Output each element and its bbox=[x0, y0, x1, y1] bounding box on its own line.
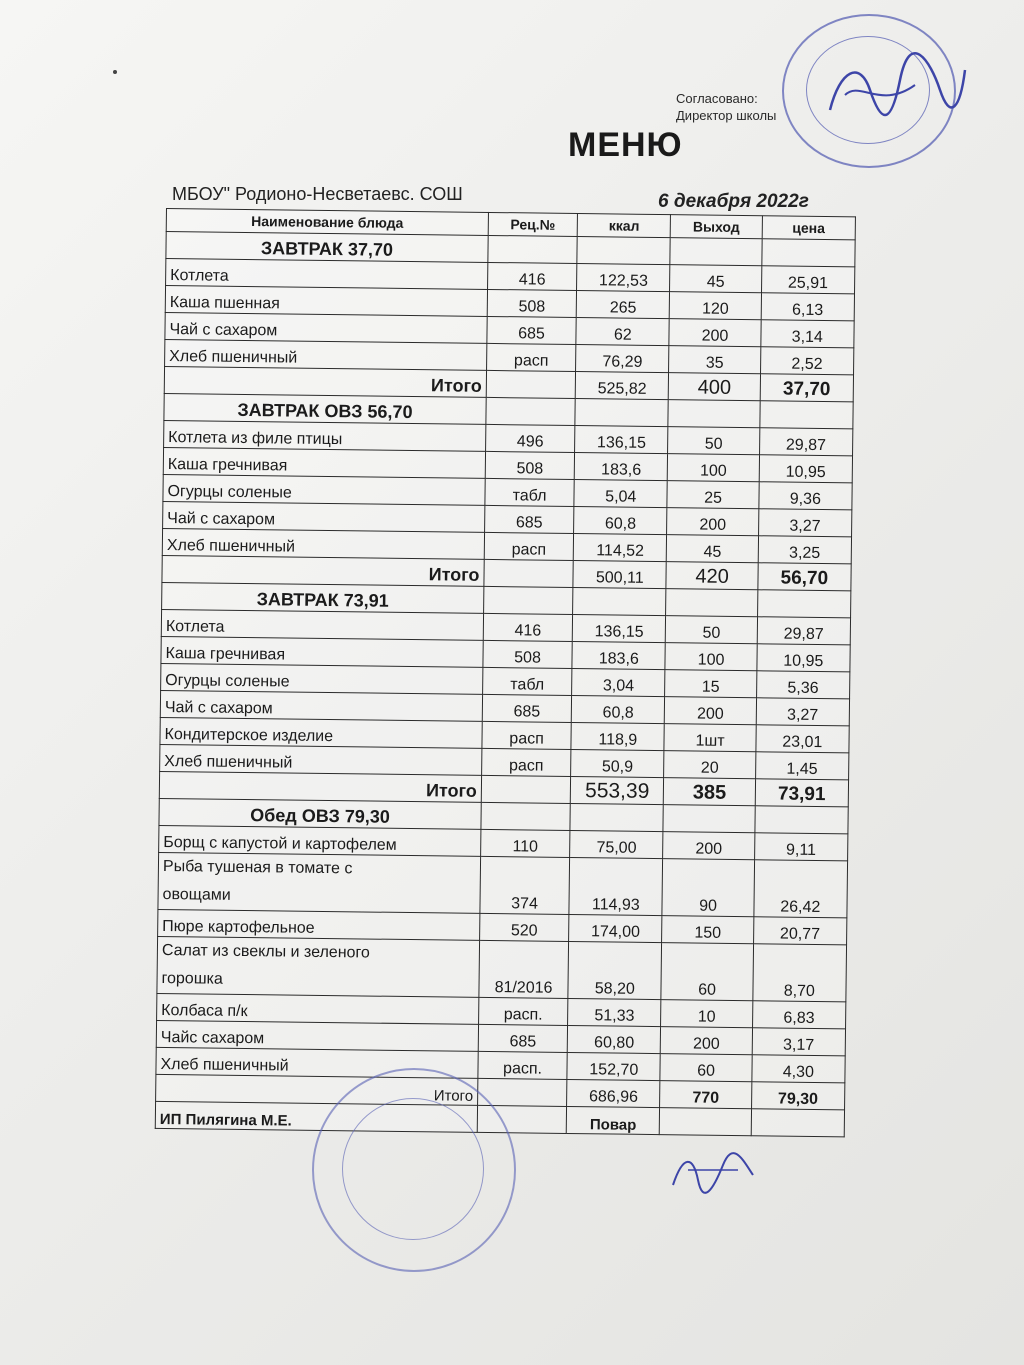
total-label: Итого bbox=[156, 1074, 478, 1105]
dish-name: Хлеб пшеничный bbox=[165, 339, 487, 370]
table-row bbox=[158, 852, 848, 917]
output-value: 90 bbox=[662, 859, 754, 917]
dish-name: Чай с сахаром bbox=[163, 501, 485, 532]
kcal-value: 75,00 bbox=[570, 830, 664, 858]
output-value: 10 bbox=[661, 1000, 753, 1028]
total-kcal: 686,96 bbox=[567, 1079, 661, 1107]
recipe-number: расп. bbox=[478, 1051, 568, 1079]
kcal-value: 122,53 bbox=[577, 264, 671, 292]
output-value: 1шт bbox=[664, 724, 756, 752]
output-value: 60 bbox=[661, 943, 753, 1001]
price-value: 3,27 bbox=[758, 509, 852, 537]
kcal-value: 60,8 bbox=[574, 507, 668, 535]
dish-name: Каша гречнивая bbox=[163, 447, 485, 478]
output-value: 200 bbox=[667, 508, 759, 536]
recipe-number: 496 bbox=[485, 424, 575, 452]
recipe-number: 416 bbox=[487, 262, 577, 290]
dish-name: Котлета bbox=[166, 259, 488, 290]
kcal-value: 51,33 bbox=[568, 998, 662, 1026]
header-kcal: ккал bbox=[577, 214, 671, 238]
page-title: МЕНЮ bbox=[568, 126, 683, 164]
output-value: 120 bbox=[670, 292, 762, 320]
recipe-number: 685 bbox=[478, 1024, 568, 1052]
total-price: 37,70 bbox=[760, 374, 854, 402]
price-value: 3,25 bbox=[758, 536, 852, 564]
dish-name-line-2: овощами bbox=[162, 886, 231, 904]
recipe-number: 81/2016 bbox=[479, 940, 569, 998]
section-title: ЗАВТРАК ОВЗ 56,70 bbox=[164, 393, 486, 424]
kcal-value: 174,00 bbox=[569, 914, 663, 942]
recipe-number: 110 bbox=[481, 829, 571, 857]
dish-name-line-2: горошка bbox=[161, 970, 223, 988]
recipe-number: расп bbox=[482, 748, 572, 776]
director-signature bbox=[820, 50, 970, 140]
output-value: 200 bbox=[663, 832, 755, 860]
price-value: 23,01 bbox=[756, 725, 850, 753]
price-value: 3,17 bbox=[752, 1028, 846, 1056]
dish-name-line-1: Рыба тушеная в томате с bbox=[162, 858, 353, 878]
total-kcal: 500,11 bbox=[573, 561, 667, 589]
price-value: 29,87 bbox=[757, 617, 851, 645]
speck-mark bbox=[113, 70, 117, 74]
price-value: 20,77 bbox=[753, 917, 847, 945]
approval-line-1: Согласовано: bbox=[676, 91, 758, 106]
cook-label: Повар bbox=[566, 1106, 660, 1134]
output-value: 15 bbox=[665, 670, 757, 698]
section-title: Обед ОВЗ 79,30 bbox=[159, 798, 481, 829]
dish-name: Колбаса п/к bbox=[157, 993, 479, 1024]
price-value: 10,95 bbox=[757, 644, 851, 672]
output-value: 50 bbox=[668, 427, 760, 455]
recipe-number: 416 bbox=[483, 613, 573, 641]
dish-name: Огурцы соленые bbox=[161, 663, 483, 694]
header-out: Выход bbox=[671, 215, 763, 239]
kcal-value: 114,93 bbox=[569, 857, 663, 915]
total-price: 73,91 bbox=[755, 779, 849, 807]
price-value: 10,95 bbox=[759, 455, 853, 483]
dish-name: Чай с сахаром bbox=[165, 312, 487, 343]
kcal-value: 183,6 bbox=[574, 453, 668, 481]
dish-name: Пюре картофельное bbox=[158, 909, 480, 940]
header-rec: Рец.№ bbox=[488, 212, 578, 236]
school-name: МБОУ" Родионо-Несветаевс. СОШ bbox=[172, 184, 463, 204]
table-row bbox=[157, 936, 847, 1001]
dish-name bbox=[158, 852, 481, 913]
dish-name: Огурцы соленые bbox=[163, 474, 485, 505]
total-output: 385 bbox=[664, 778, 756, 806]
price-value: 25,91 bbox=[761, 266, 855, 294]
price-value: 6,13 bbox=[761, 293, 855, 321]
kcal-value: 114,52 bbox=[573, 534, 667, 562]
output-value: 25 bbox=[667, 481, 759, 509]
price-value: 6,83 bbox=[752, 1001, 846, 1029]
kcal-value: 50,9 bbox=[571, 749, 665, 777]
recipe-number: 685 bbox=[484, 505, 574, 533]
header-name: Наименование блюда bbox=[166, 209, 488, 236]
dish-name: Хлеб пшеничный bbox=[160, 744, 482, 775]
output-value: 200 bbox=[661, 1027, 753, 1055]
output-value: 100 bbox=[668, 454, 760, 482]
total-kcal: 525,82 bbox=[575, 372, 669, 400]
kcal-value: 60,80 bbox=[567, 1025, 661, 1053]
dish-name: Кондитерское изделие bbox=[160, 717, 482, 748]
kcal-value: 76,29 bbox=[576, 345, 670, 373]
output-value: 45 bbox=[667, 535, 759, 563]
header-price: цена bbox=[762, 216, 856, 240]
recipe-number: 685 bbox=[482, 694, 572, 722]
total-label: Итого bbox=[159, 771, 481, 802]
total-price: 79,30 bbox=[751, 1082, 845, 1110]
recipe-number: 685 bbox=[487, 316, 577, 344]
recipe-number: 508 bbox=[487, 289, 577, 317]
recipe-number: расп bbox=[484, 532, 574, 560]
kcal-value: 152,70 bbox=[567, 1052, 661, 1080]
recipe-number: табл bbox=[485, 478, 575, 506]
dish-name: Каша пшенная bbox=[165, 286, 487, 317]
price-value: 3,14 bbox=[761, 320, 855, 348]
price-value: 2,52 bbox=[760, 347, 854, 375]
recipe-number: расп bbox=[486, 343, 576, 371]
dish-name: Чай с сахаром bbox=[160, 690, 482, 721]
kcal-value: 265 bbox=[576, 291, 670, 319]
price-value: 26,42 bbox=[754, 860, 848, 918]
kcal-value: 118,9 bbox=[571, 722, 665, 750]
supplier-name: ИП Пилягина М.Е. bbox=[155, 1101, 477, 1132]
recipe-number: расп bbox=[482, 721, 572, 749]
dish-name bbox=[157, 936, 480, 997]
dish-name: Каша гречнивая bbox=[161, 636, 483, 667]
price-value: 1,45 bbox=[755, 752, 849, 780]
output-value: 50 bbox=[666, 616, 758, 644]
output-value: 60 bbox=[660, 1054, 752, 1082]
output-value: 200 bbox=[665, 697, 757, 725]
dish-name: Котлета bbox=[161, 609, 483, 640]
output-value: 35 bbox=[669, 346, 761, 374]
total-output: 770 bbox=[660, 1081, 752, 1109]
kcal-value: 60,8 bbox=[571, 695, 665, 723]
approval-line-2: Директор школы bbox=[676, 108, 777, 123]
dish-name-line-1: Салат из свеклы и зеленого bbox=[161, 942, 370, 962]
kcal-value: 183,6 bbox=[572, 641, 666, 669]
recipe-number: табл bbox=[483, 667, 573, 695]
dish-name: Чайс сахаром bbox=[156, 1020, 478, 1051]
kcal-value: 136,15 bbox=[575, 426, 669, 454]
cook-signature bbox=[668, 1150, 758, 1195]
price-value: 5,36 bbox=[756, 671, 850, 699]
approval-block bbox=[676, 90, 776, 124]
output-value: 200 bbox=[669, 319, 761, 347]
dish-name: Котлета из филе птицы bbox=[164, 420, 486, 451]
total-price: 56,70 bbox=[758, 563, 852, 591]
price-value: 4,30 bbox=[752, 1055, 846, 1083]
dish-name: Хлеб пшеничный bbox=[156, 1047, 478, 1078]
output-value: 20 bbox=[664, 751, 756, 779]
dish-name: Борщ с капустой и картофелем bbox=[159, 825, 481, 856]
menu-table bbox=[155, 208, 856, 1137]
total-label: Итого bbox=[162, 555, 484, 586]
total-label: Итого bbox=[164, 366, 486, 397]
total-output: 400 bbox=[669, 373, 761, 401]
total-output: 420 bbox=[666, 562, 758, 590]
price-value: 29,87 bbox=[759, 428, 853, 456]
menu-date: 6 декабря 2022г bbox=[658, 191, 809, 212]
kcal-value: 136,15 bbox=[572, 614, 666, 642]
recipe-number: 520 bbox=[479, 913, 569, 941]
price-value: 9,11 bbox=[754, 833, 848, 861]
output-value: 150 bbox=[662, 916, 754, 944]
section-title: ЗАВТРАК 73,91 bbox=[162, 582, 484, 613]
recipe-number: 508 bbox=[485, 451, 575, 479]
section-title: ЗАВТРАК 37,70 bbox=[166, 232, 488, 263]
kcal-value: 58,20 bbox=[568, 941, 662, 999]
price-value: 3,27 bbox=[756, 698, 850, 726]
recipe-number: 508 bbox=[483, 640, 573, 668]
price-value: 9,36 bbox=[759, 482, 853, 510]
output-value: 45 bbox=[670, 265, 762, 293]
total-kcal: 553,39 bbox=[570, 776, 664, 804]
output-value: 100 bbox=[665, 643, 757, 671]
price-value: 8,70 bbox=[753, 944, 847, 1002]
kcal-value: 5,04 bbox=[574, 480, 668, 508]
kcal-value: 3,04 bbox=[572, 668, 666, 696]
kcal-value: 62 bbox=[576, 318, 670, 346]
recipe-number: 374 bbox=[480, 856, 570, 914]
recipe-number: расп. bbox=[478, 997, 568, 1025]
dish-name: Хлеб пшеничный bbox=[162, 528, 484, 559]
